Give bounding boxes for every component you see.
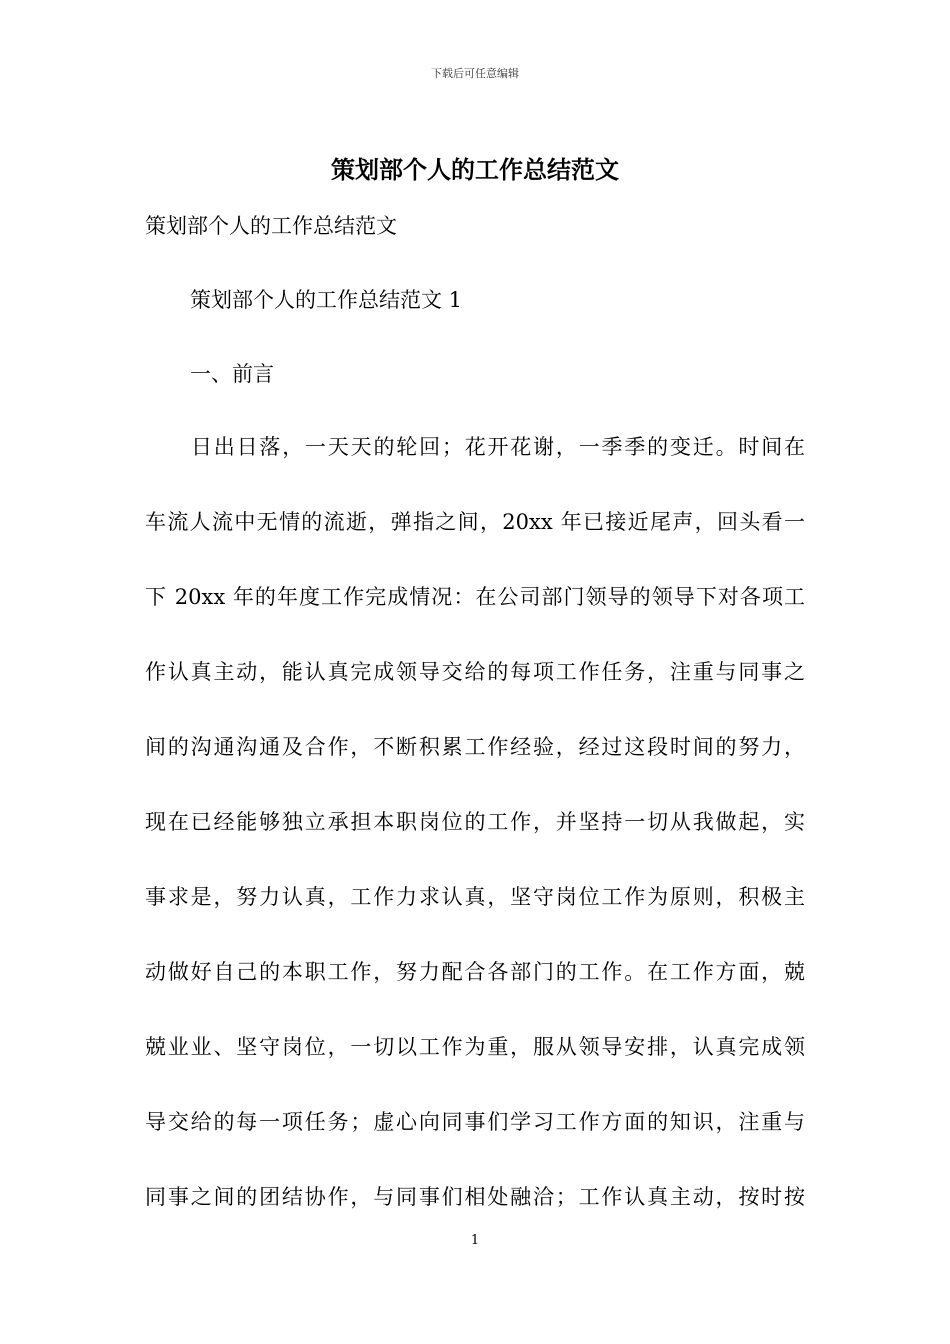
body-line: 事求是，努力认真，工作力求认真，坚守岗位工作为原则，积极主 (145, 885, 805, 909)
body-line: 车流人流中无情的流逝，弹指之间，20xx 年已接近尾声，回头看一 (145, 510, 805, 534)
body-line: 同事之间的团结协作，与同事们相处融洽；工作认真主动，按时按 (145, 1185, 805, 1209)
body-line: 下 20xx 年的年度工作完成情况：在公司部门领导的领导下对各项工 (145, 585, 805, 609)
page-header-note: 下载后可任意编辑 (431, 67, 519, 80)
document-subtitle: 策划部个人的工作总结范文 (145, 214, 397, 238)
body-paragraph (145, 432, 805, 1257)
body-line: 日出日落，一天天的轮回；花开花谢，一季季的变迁。时间在 (191, 435, 805, 459)
body-line: 作认真主动，能认真完成领导交给的每项工作任务，注重与同事之 (145, 660, 805, 684)
body-line: 间的沟通沟通及合作，不断积累工作经验，经过这段时间的努力， (145, 735, 805, 759)
body-line: 兢业业、坚守岗位，一切以工作为重，服从领导安排，认真完成领 (145, 1035, 805, 1059)
section-heading: 策划部个人的工作总结范文 1 (190, 288, 463, 312)
body-line: 现在已经能够独立承担本职岗位的工作，并坚持一切从我做起，实 (145, 810, 805, 834)
document-title: 策划部个人的工作总结范文 (331, 155, 619, 184)
body-line: 导交给的每一项任务；虚心向同事们学习工作方面的知识，注重与 (145, 1110, 805, 1134)
body-line: 动做好自己的本职工作，努力配合各部门的工作。在工作方面，兢 (145, 960, 805, 984)
subsection-heading-preface: 一、前言 (190, 362, 274, 386)
page-number: 1 (470, 1233, 480, 1248)
